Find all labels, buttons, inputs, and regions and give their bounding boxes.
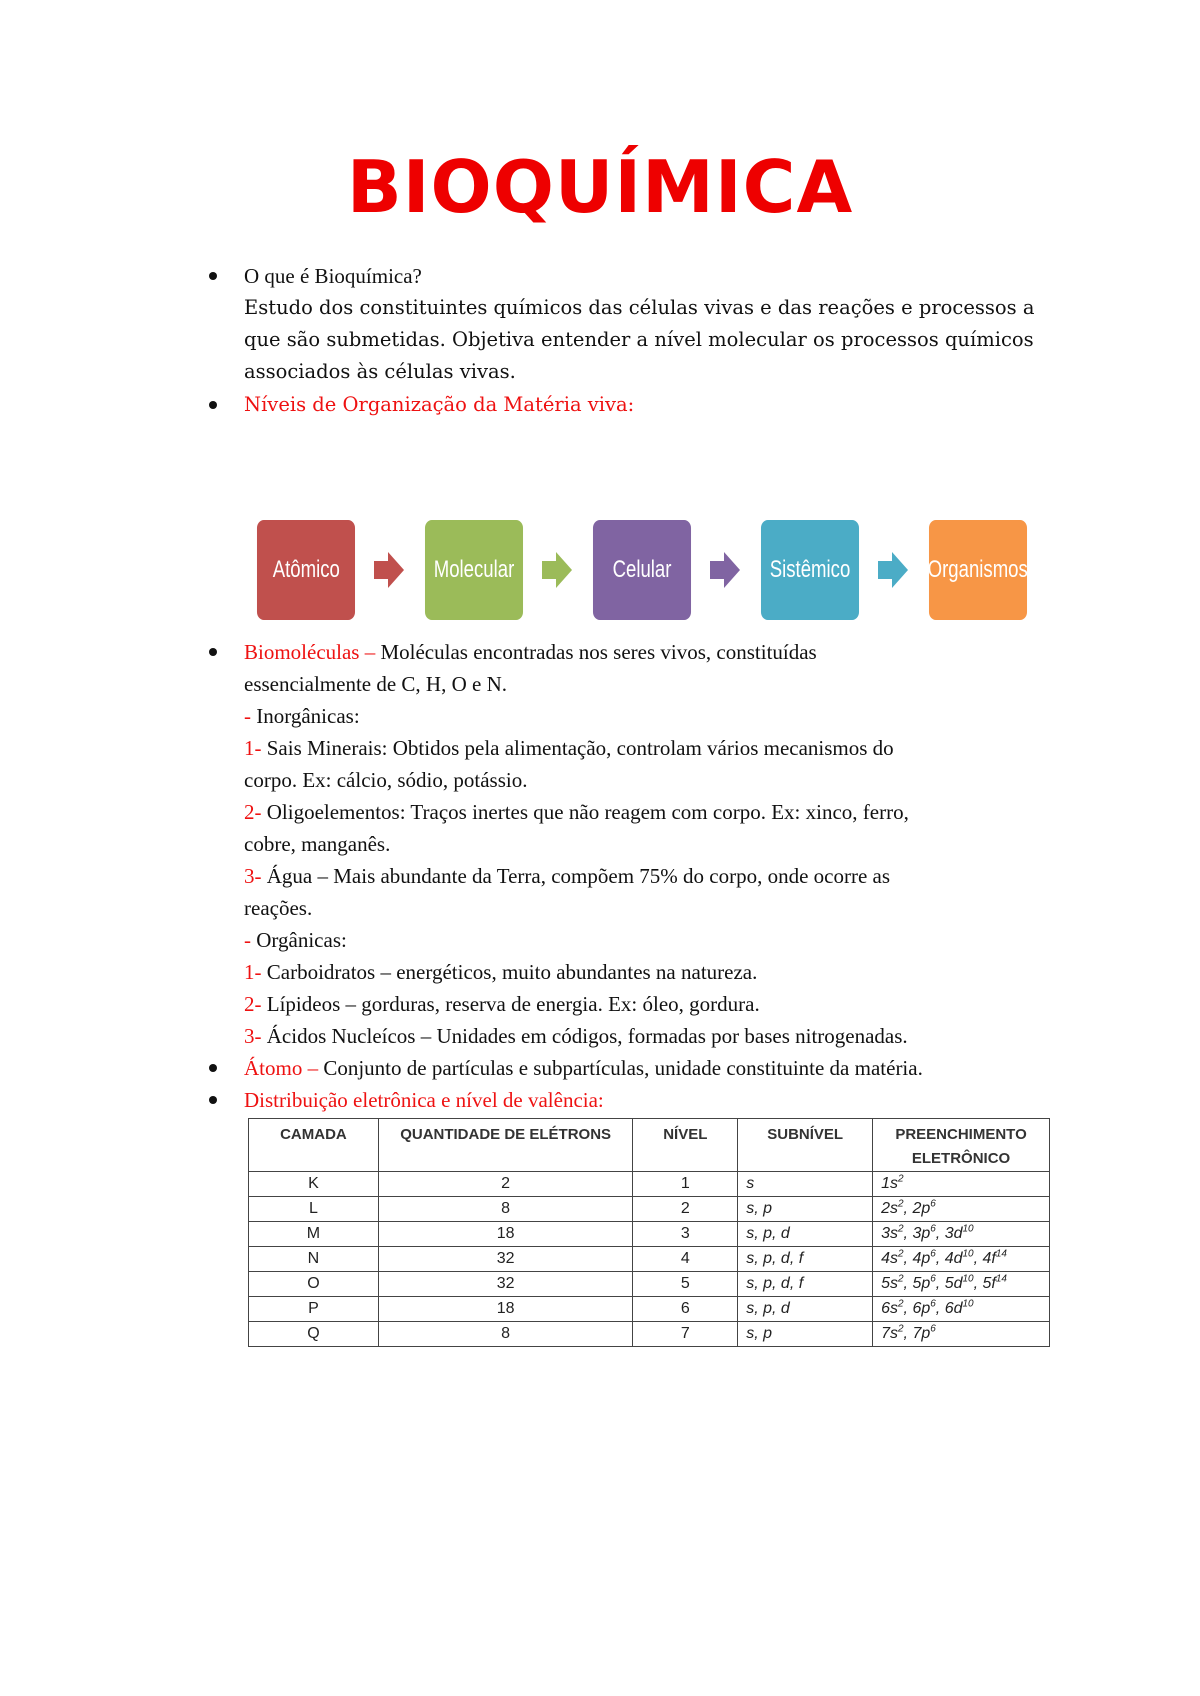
answer-line-2: que são submetidas. Objetiva entender a nível molecular os processos químicos: [244, 328, 1034, 351]
superscript: 6: [930, 1198, 936, 1210]
organization-levels-diagram: [249, 520, 1039, 620]
right-arrow-icon: [878, 552, 908, 588]
cell-nivel: 3: [633, 1222, 738, 1247]
cell-nivel: 4: [633, 1247, 738, 1272]
inorganic-item-3: [244, 860, 890, 892]
bullet-dot: [209, 648, 217, 656]
atom-term: Átomo –: [244, 1056, 319, 1080]
cell-nivel: 7: [633, 1322, 738, 1347]
cell-camada: N: [249, 1247, 379, 1272]
item-text: Sais Minerais: Obtidos pela alimentação, controlam vários mecanismos do: [261, 736, 894, 760]
organic-heading: [244, 924, 347, 956]
cell-quantidade: 2: [378, 1172, 633, 1197]
superscript: 10: [962, 1223, 974, 1235]
distribution-heading: Distribuição eletrônica e nível de valência:: [244, 1088, 604, 1112]
right-arrow-icon: [374, 552, 404, 588]
cell-preenchimento: $2s^2$, $2p^6$: [873, 1197, 1050, 1222]
header-subnivel: SUBNÍVEL: [738, 1119, 873, 1172]
bullet-dot: [209, 272, 217, 280]
question-text: O que é Bioquímica?: [244, 264, 422, 288]
cell-quantidade: 8: [378, 1197, 633, 1222]
item-number: 1-: [244, 960, 262, 984]
cell-quantidade: 8: [378, 1322, 633, 1347]
table-row: [249, 1297, 1050, 1322]
item-number: 1-: [244, 736, 262, 760]
item-number: 3-: [244, 1024, 262, 1048]
item-number: 2-: [244, 992, 262, 1016]
superscript: 2: [897, 1173, 904, 1185]
cell-preenchimento: $4s^2$, $4p^6$, $4d^{10}$, $4f^{14}$: [873, 1247, 1050, 1272]
header-preenchimento: PREENCHIMENTO ELETRÔNICO: [873, 1119, 1050, 1172]
cell-preenchimento: $7s^2$, $7p^6$: [873, 1322, 1050, 1347]
cell-subnivel: s: [738, 1172, 873, 1197]
item-text: Oligoelementos: Traços inertes que não reagem com corpo. Ex: xinco, ferro,: [261, 800, 909, 824]
cell-preenchimento: $1s^2$: [873, 1172, 1050, 1197]
flow-box-label: Molecular: [433, 556, 515, 583]
bullet-dot: [209, 1096, 217, 1104]
cell-nivel: 1: [633, 1172, 738, 1197]
table-row: [249, 1247, 1050, 1272]
inorganic-item-2: [244, 796, 909, 828]
superscript: 6: [930, 1323, 936, 1335]
flow-box-label: Atômico: [272, 556, 340, 583]
flow-box-organisms: [929, 520, 1027, 620]
cell-nivel: 2: [633, 1197, 738, 1222]
superscript: 10: [962, 1248, 974, 1260]
organic-item-3: [244, 1020, 908, 1052]
superscript: 6: [930, 1273, 936, 1285]
superscript: 10: [962, 1298, 974, 1310]
right-arrow-icon: [542, 552, 572, 588]
biomolecules-term: Biomoléculas –: [244, 640, 376, 664]
cell-quantidade: 32: [378, 1247, 633, 1272]
table-header-row: [249, 1119, 1050, 1172]
header-nivel: NÍVEL: [633, 1119, 738, 1172]
cell-preenchimento: $5s^2$, $5p^6$, $5d^{10}$, $5f^{14}$: [873, 1272, 1050, 1297]
organic-label: Orgânicas:: [251, 928, 347, 952]
organic-item-1: [244, 956, 757, 988]
flow-box-systemic: [761, 520, 859, 620]
superscript: 2: [897, 1248, 904, 1260]
flow-box-label: Organismos: [927, 556, 1029, 583]
superscript: 6: [930, 1298, 936, 1310]
cell-camada: K: [249, 1172, 379, 1197]
cell-subnivel: s, p, d, f: [738, 1272, 873, 1297]
superscript: 6: [930, 1248, 936, 1260]
table-row: [249, 1322, 1050, 1347]
inorganic-item-2-cont: cobre, manganês.: [244, 832, 391, 856]
superscript: 6: [930, 1223, 936, 1235]
cell-nivel: 6: [633, 1297, 738, 1322]
bullet-dot: [209, 1064, 217, 1072]
table-row: [249, 1172, 1050, 1197]
header-camada: CAMADA: [249, 1119, 379, 1172]
flow-box-cellular: [593, 520, 691, 620]
cell-subnivel: s, p, d, f: [738, 1247, 873, 1272]
inorganic-item-1: [244, 732, 894, 764]
flow-box-label: Celular: [612, 556, 672, 583]
inorganic-heading: [244, 700, 360, 732]
cell-subnivel: s, p: [738, 1197, 873, 1222]
cell-quantidade: 18: [378, 1222, 633, 1247]
superscript: 14: [995, 1248, 1007, 1260]
superscript: 2: [897, 1223, 904, 1235]
inorganic-item-3-cont: reações.: [244, 896, 313, 920]
table-row: [249, 1197, 1050, 1222]
atom-line: [244, 1052, 923, 1084]
superscript: 2: [897, 1273, 904, 1285]
cell-subnivel: s, p, d: [738, 1297, 873, 1322]
cell-camada: M: [249, 1222, 379, 1247]
cell-nivel: 5: [633, 1272, 738, 1297]
cell-quantidade: 18: [378, 1297, 633, 1322]
table-row: [249, 1272, 1050, 1297]
levels-heading: Níveis de Organização da Matéria viva:: [244, 393, 635, 416]
item-number: 2-: [244, 800, 262, 824]
cell-camada: Q: [249, 1322, 379, 1347]
cell-camada: L: [249, 1197, 379, 1222]
superscript: 2: [897, 1323, 904, 1335]
bullet-dot: [209, 401, 217, 409]
page-title: BIOQUÍMICA: [346, 145, 854, 229]
superscript: 2: [897, 1198, 904, 1210]
cell-quantidade: 32: [378, 1272, 633, 1297]
table-row: [249, 1222, 1050, 1247]
item-text: Ácidos Nucleícos – Unidades em códigos, formadas por bases nitrogenadas.: [261, 1024, 908, 1048]
flow-box-molecular: [425, 520, 523, 620]
organic-item-2: [244, 988, 760, 1020]
superscript: 2: [897, 1298, 904, 1310]
biomolecules-def: Moléculas encontradas nos seres vivos, constituídas: [375, 640, 817, 664]
superscript: 10: [962, 1273, 974, 1285]
answer-line-3: associados às células vivas.: [244, 360, 516, 383]
superscript: 14: [995, 1273, 1007, 1285]
flow-box-atomic: [257, 520, 355, 620]
cell-preenchimento: $3s^2$, $3p^6$, $3d^{10}$: [873, 1222, 1050, 1247]
flow-box-label: Sistêmico: [769, 556, 851, 583]
right-arrow-icon: [710, 552, 740, 588]
atom-def: Conjunto de partículas e subpartículas, unidade constituinte da matéria.: [318, 1056, 923, 1080]
biomolecules-line-1: [244, 636, 817, 668]
item-text: Lípideos – gorduras, reserva de energia. Ex: óleo, gordura.: [261, 992, 760, 1016]
item-text: Carboidratos – energéticos, muito abundantes na natureza.: [261, 960, 758, 984]
biomolecules-line-2: essencialmente de C, H, O e N.: [244, 672, 508, 696]
inorganic-item-1-cont: corpo. Ex: cálcio, sódio, potássio.: [244, 768, 528, 792]
inorganic-label: Inorgânicas:: [251, 704, 360, 728]
dash: -: [244, 928, 251, 952]
cell-preenchimento: $6s^2$, $6p^6$, $6d^{10}$: [873, 1297, 1050, 1322]
electron-distribution-table: [248, 1118, 1050, 1347]
cell-camada: P: [249, 1297, 379, 1322]
dash: -: [244, 704, 251, 728]
cell-camada: O: [249, 1272, 379, 1297]
cell-subnivel: s, p: [738, 1322, 873, 1347]
answer-line-1: Estudo dos constituintes químicos das células vivas e das reações e processos a: [244, 296, 1035, 319]
item-text: Água – Mais abundante da Terra, compõem 75% do corpo, onde ocorre as: [261, 864, 891, 888]
header-quantidade: QUANTIDADE DE ELÉTRONS: [378, 1119, 633, 1172]
item-number: 3-: [244, 864, 262, 888]
cell-subnivel: s, p, d: [738, 1222, 873, 1247]
